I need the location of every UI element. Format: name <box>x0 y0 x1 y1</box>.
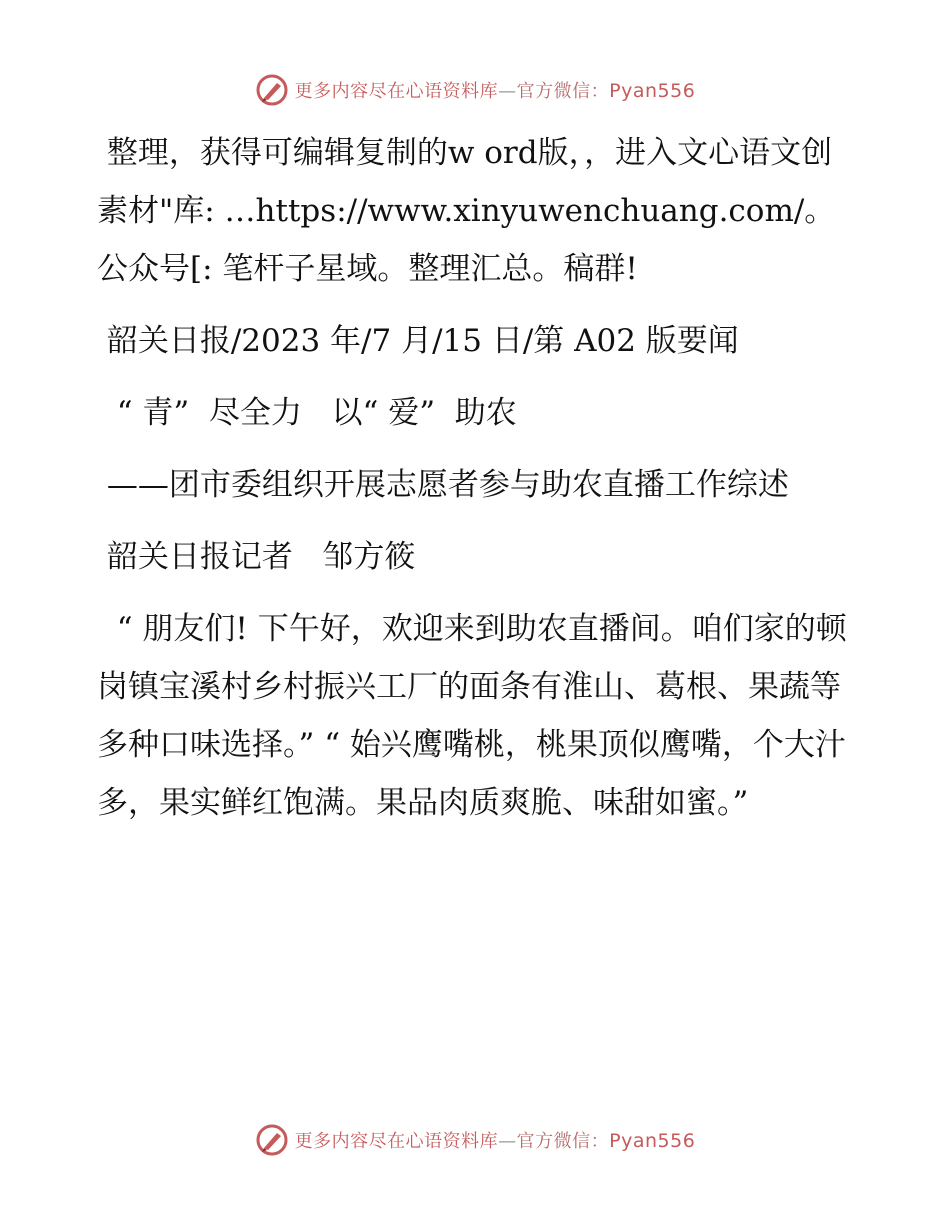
article-subtitle: ——团市委组织开展志愿者参与助农直播工作综述 <box>97 467 789 503</box>
header-banner-text: 更多内容尽在心语资料库—官方微信：Pyan556 <box>294 80 696 102</box>
intro-paragraph: 整理，获得可编辑复制的w ord版，，进入文心语文创素材"库: …https://www.xinyuwenchuang.com/。公众号[: 笔杆子星域。整理汇总。稿群! <box>97 135 836 287</box>
article-content <box>97 124 857 832</box>
footer-banner <box>0 1120 950 1160</box>
source-line: 韶关日报/2023 年/7 月/15 日/第 A02 版要闻 <box>97 323 739 359</box>
article-title: “ 青” 尽全力 以“ 爱” 助农 <box>97 395 517 431</box>
pen-logo-icon <box>255 73 289 107</box>
footer-banner-text: 更多内容尽在心语资料库—官方微信：Pyan556 <box>294 1130 696 1152</box>
body-paragraph: “ 朋友们! 下午好，欢迎来到助农直播间。咱们家的顿岗镇宝溪村乡村振兴工厂的面条有淮山、葛根、果蔬等多种口味选择。” “ 始兴鹰嘴桃，桃果顶似鹰嘴，个大汁多，果实鲜红饱满。果品肉质爽脆、味甜如蜜。” <box>97 611 847 821</box>
header-banner <box>0 70 950 110</box>
byline: 韶关日报记者 邹方筱 <box>97 539 416 575</box>
pen-logo-icon <box>255 1123 289 1157</box>
